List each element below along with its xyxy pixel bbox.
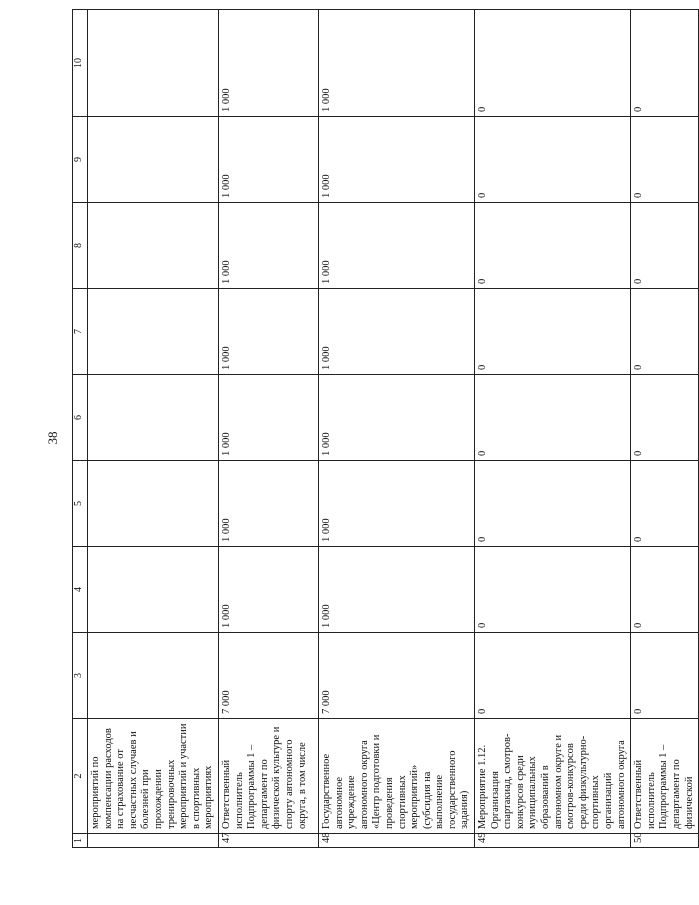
- row-value: 1 000: [318, 289, 474, 375]
- row-value: 1 000: [318, 461, 474, 547]
- row-value: 1 000: [218, 375, 318, 461]
- row-value: [88, 375, 219, 461]
- row-value: 0: [631, 117, 699, 203]
- table-row: [218, 10, 318, 848]
- row-value: 1 000: [318, 375, 474, 461]
- table-rotated-container: [72, 20, 695, 848]
- row-value: 1 000: [218, 547, 318, 633]
- header-row: [73, 10, 88, 848]
- table-row: [631, 10, 699, 848]
- table-row: [475, 10, 631, 848]
- row-value: 1 000: [218, 10, 318, 117]
- header-cell: 5: [73, 461, 88, 547]
- row-description: Ответственный исполнитель Подпрограммы 1 – департамент по физической: [631, 719, 699, 834]
- row-value: [88, 10, 219, 117]
- row-value: 0: [475, 289, 631, 375]
- row-value: 0: [475, 10, 631, 117]
- row-number: 49: [475, 834, 631, 848]
- row-value: 1 000: [218, 203, 318, 289]
- header-cell: 3: [73, 633, 88, 719]
- row-value: [88, 461, 219, 547]
- row-number: 48: [318, 834, 474, 848]
- row-number: [88, 834, 219, 848]
- header-cell: 7: [73, 289, 88, 375]
- row-value: 1 000: [218, 117, 318, 203]
- header-cell: 6: [73, 375, 88, 461]
- row-value: 1 000: [318, 203, 474, 289]
- row-value: 0: [631, 203, 699, 289]
- header-cell: 9: [73, 117, 88, 203]
- row-description: Мероприятие 1.12. Организация спартакиад, смотров-конкурсов среди муниципальных образований в автономном округе и смотров-конкурсов среди физкультурно-спортивных организаций автономного округа: [475, 719, 631, 834]
- row-value: 0: [631, 633, 699, 719]
- row-value: 1 000: [218, 289, 318, 375]
- row-number: 47: [218, 834, 318, 848]
- row-value: [88, 203, 219, 289]
- row-value: 0: [631, 461, 699, 547]
- row-value: 0: [631, 10, 699, 117]
- row-value: [88, 547, 219, 633]
- row-value: 0: [475, 203, 631, 289]
- row-value: 0: [475, 633, 631, 719]
- row-description: Ответственный исполнитель Подпрограммы 1 – департамент по физической культуре и спорту автономного округа, в том числе: [218, 719, 318, 834]
- row-value: 0: [475, 547, 631, 633]
- row-value: [88, 633, 219, 719]
- row-description: мероприятий по компенсации расходов на страхование от несчастных случаев и болезней при прохождении тренировочных мероприятий и участии в спортивных мероприятиях: [88, 719, 219, 834]
- row-value: 0: [475, 375, 631, 461]
- row-number: 50: [631, 834, 699, 848]
- header-cell: 1: [73, 834, 88, 848]
- row-value: 0: [475, 117, 631, 203]
- row-value: [88, 117, 219, 203]
- row-value: 7 000: [218, 633, 318, 719]
- row-value: 0: [475, 461, 631, 547]
- header-cell: 4: [73, 547, 88, 633]
- row-value: 7 000: [318, 633, 474, 719]
- row-description: Государственное автономное учреждение автономного округа «Центр подготовки и проведения спортивных мероприятий» (субсидия на выполнение государственного задания): [318, 719, 474, 834]
- header-cell: 10: [73, 10, 88, 117]
- row-value: 1 000: [318, 547, 474, 633]
- row-value: 0: [631, 375, 699, 461]
- row-value: 0: [631, 289, 699, 375]
- row-value: 1 000: [318, 10, 474, 117]
- row-value: 1 000: [218, 461, 318, 547]
- table-row: [88, 10, 219, 848]
- budget-table: [72, 9, 699, 848]
- page-number: 38: [45, 431, 60, 445]
- row-value: [88, 289, 219, 375]
- row-value: 0: [631, 547, 699, 633]
- row-value: 1 000: [318, 117, 474, 203]
- table-row: [318, 10, 474, 848]
- header-cell: 2: [73, 719, 88, 834]
- header-cell: 8: [73, 203, 88, 289]
